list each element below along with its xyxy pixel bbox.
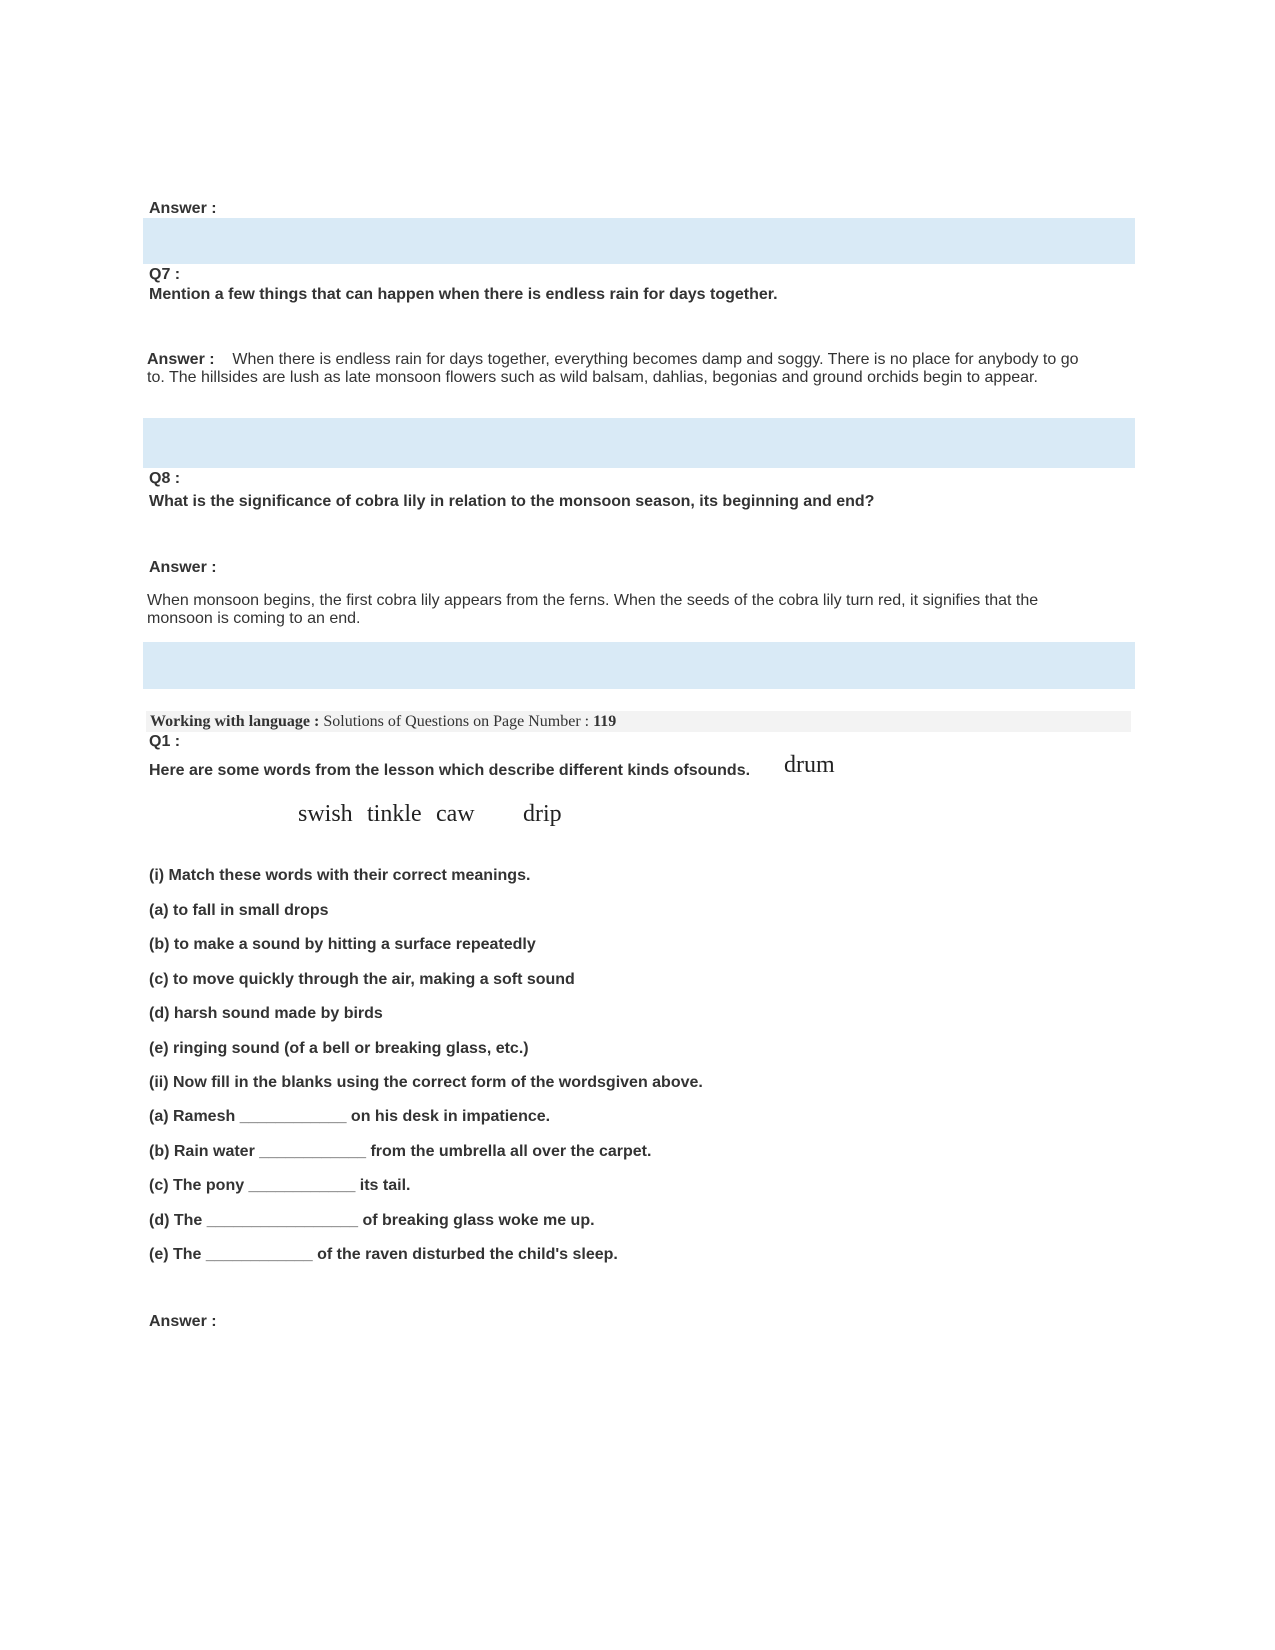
sound-word: swish [298,801,353,827]
list-item: (e) The ____________ of the raven disturbed the child's sleep. [149,1246,618,1263]
list-item: (d) The _________________ of breaking glass woke me up. [149,1212,595,1229]
question-text: What is the significance of cobra lily in relation to the monsoon season, its beginning and end? [149,493,875,510]
instruction: (i) Match these words with their correct meanings. [149,867,531,884]
list-item: (b) Rain water ____________ from the umbrella all over the carpet. [149,1143,652,1160]
list-item: (b) to make a sound by hitting a surface repeatedly [149,936,536,953]
answer-text: When there is endless rain for days together, everything becomes damp and soggy. There is no place for anybody to go to. The hillsides are lush as late monsoon flowers such as wild balsam, dahlias, begonias and ground orchids begin to appear. [147,351,1079,386]
question-text: Mention a few things that can happen when there is endless rain for days together. [149,286,778,303]
answer-text: When monsoon begins, the first cobra lily appears from the ferns. When the seeds of the cobra lily turn red, it signifies that the monsoon is coming to an end. [147,592,1039,627]
list-item: (a) Ramesh ____________ on his desk in impatience. [149,1108,551,1125]
question-number: Q1 : [149,733,181,750]
list-item: (a) to fall in small drops [149,902,329,919]
sound-word: drip [523,801,562,827]
separator-band [143,418,1135,468]
answer-block [147,351,1097,387]
question-number: Q8 : [149,470,181,487]
question-text: Here are some words from the lesson which describe different kinds ofsounds. [149,762,751,779]
question-number: Q7 : [149,266,181,283]
answer-label: Answer : [149,559,217,576]
sound-word: drum [784,752,835,778]
answer-label: Answer : [149,1313,217,1330]
list-item: (e) ringing sound (of a bell or breaking glass, etc.) [149,1040,529,1057]
separator-band [143,218,1135,264]
section-page-number: 119 [593,713,617,730]
list-item: (c) The pony ____________ its tail. [149,1177,411,1194]
list-item: (d) harsh sound made by birds [149,1005,383,1022]
instruction: (ii) Now fill in the blanks using the correct form of the wordsgiven above. [149,1074,703,1091]
section-title: Working with language : [150,713,320,730]
sound-word: caw [436,801,475,827]
section-subtitle: Solutions of Questions on Page Number : [323,713,590,730]
list-item: (c) to move quickly through the air, making a soft sound [149,971,575,988]
answer-label: Answer : [147,351,215,368]
separator-band [143,642,1135,689]
answer-label: Answer : [149,200,217,217]
section-header [146,711,1131,732]
sound-word: tinkle [367,801,422,827]
